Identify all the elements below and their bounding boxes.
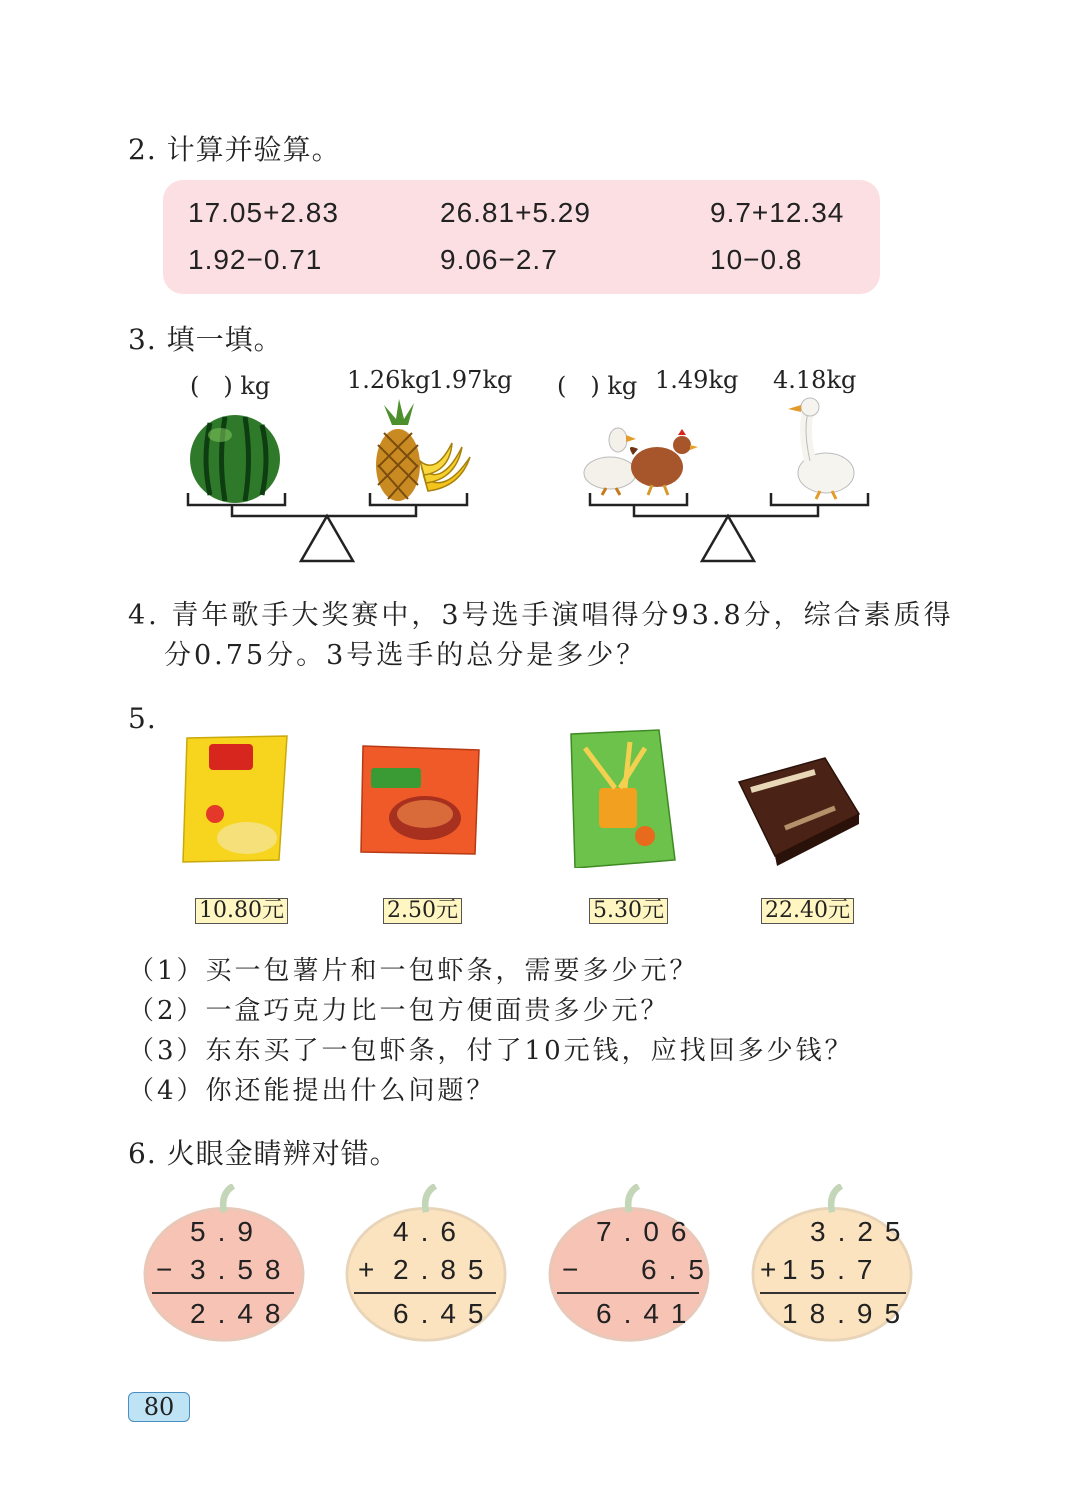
- calc-operator: −: [562, 1254, 591, 1285]
- calc-bottom: 2.85: [393, 1254, 496, 1285]
- calc-bottom: 15.7: [782, 1254, 885, 1285]
- calc-line: [354, 1292, 496, 1294]
- calc-top: 5.9: [190, 1216, 265, 1247]
- q5-question: （3）东东买了一包虾条，付了10元钱，应找回多少钱？: [128, 1036, 854, 1066]
- watermelon-icon: [190, 415, 280, 503]
- calc-result: 2.48: [190, 1298, 293, 1329]
- instant-noodles-icon: [361, 746, 479, 854]
- weight-label: 4.18kg: [773, 366, 857, 394]
- q3-title: 3. 填一填。: [128, 323, 283, 356]
- left-balance-scale: [188, 493, 467, 561]
- calc-expression: 9.7+12.34: [710, 197, 845, 228]
- q6-title: 6. 火眼金睛辨对错。: [128, 1137, 399, 1170]
- chocolate-box-icon: [739, 758, 859, 866]
- q5-question: （4）你还能提出什么问题？: [128, 1076, 496, 1106]
- calc-result: 18.95: [782, 1298, 913, 1329]
- q4-line2: 分0.75分。3号选手的总分是多少？: [164, 640, 647, 671]
- right-balance-scale: [590, 493, 868, 561]
- duck-icon: [584, 428, 636, 495]
- calc-expression: 26.81+5.29: [440, 197, 591, 228]
- q5-question: （2）一盒巧克力比一包方便面贵多少元？: [128, 996, 670, 1026]
- calc-line: [760, 1292, 906, 1294]
- calc-line: [557, 1292, 699, 1294]
- calc-bottom: 6.5: [641, 1254, 716, 1285]
- weight-label: 1.97kg: [429, 366, 513, 394]
- calc-bottom: 3.58: [190, 1254, 293, 1285]
- calc-operator: +: [358, 1254, 387, 1285]
- goose-icon: [788, 398, 854, 499]
- q5-question: （1）买一包薯片和一包虾条，需要多少元？: [128, 956, 699, 986]
- snack-images: [175, 728, 875, 868]
- calc-operator: +: [760, 1254, 789, 1285]
- shrimp-chips-bag-icon: [571, 730, 675, 868]
- banana-icon: [420, 443, 470, 491]
- hen-icon: [630, 429, 698, 495]
- calc-expression: 17.05+2.83: [188, 197, 339, 228]
- pineapple-icon: [376, 399, 420, 501]
- calc-expression: 10−0.8: [710, 244, 803, 275]
- q5-title: 5.: [128, 702, 157, 735]
- weight-blank-label: ( ) kg: [557, 372, 638, 400]
- weight-blank-label: ( ) kg: [190, 372, 271, 400]
- calc-top: 3.25: [810, 1216, 913, 1247]
- price-tag: 5.30元: [589, 898, 668, 924]
- weight-label: 1.26kg: [347, 366, 431, 394]
- calc-top: 7.06: [596, 1216, 699, 1247]
- calc-operator: −: [156, 1254, 185, 1285]
- calc-expression: 1.92−0.71: [188, 244, 323, 275]
- balance-scales: [170, 395, 900, 570]
- q4-line1: 4. 青年歌手大奖赛中，3号选手演唱得分93.8分，综合素质得: [128, 600, 954, 631]
- calc-expression: 9.06−2.7: [440, 244, 558, 275]
- weight-label: 1.49kg: [655, 366, 739, 394]
- page-number: 80: [128, 1392, 190, 1422]
- calc-result: 6.45: [393, 1298, 496, 1329]
- price-tag: 10.80元: [195, 898, 288, 924]
- calc-line: [152, 1292, 294, 1294]
- calc-top: 4.6: [393, 1216, 468, 1247]
- chips-bag-icon: [183, 736, 287, 862]
- q2-title: 2. 计算并验算。: [128, 133, 341, 166]
- price-tag: 2.50元: [383, 898, 462, 924]
- price-tag: 22.40元: [761, 898, 854, 924]
- calc-result: 6.41: [596, 1298, 699, 1329]
